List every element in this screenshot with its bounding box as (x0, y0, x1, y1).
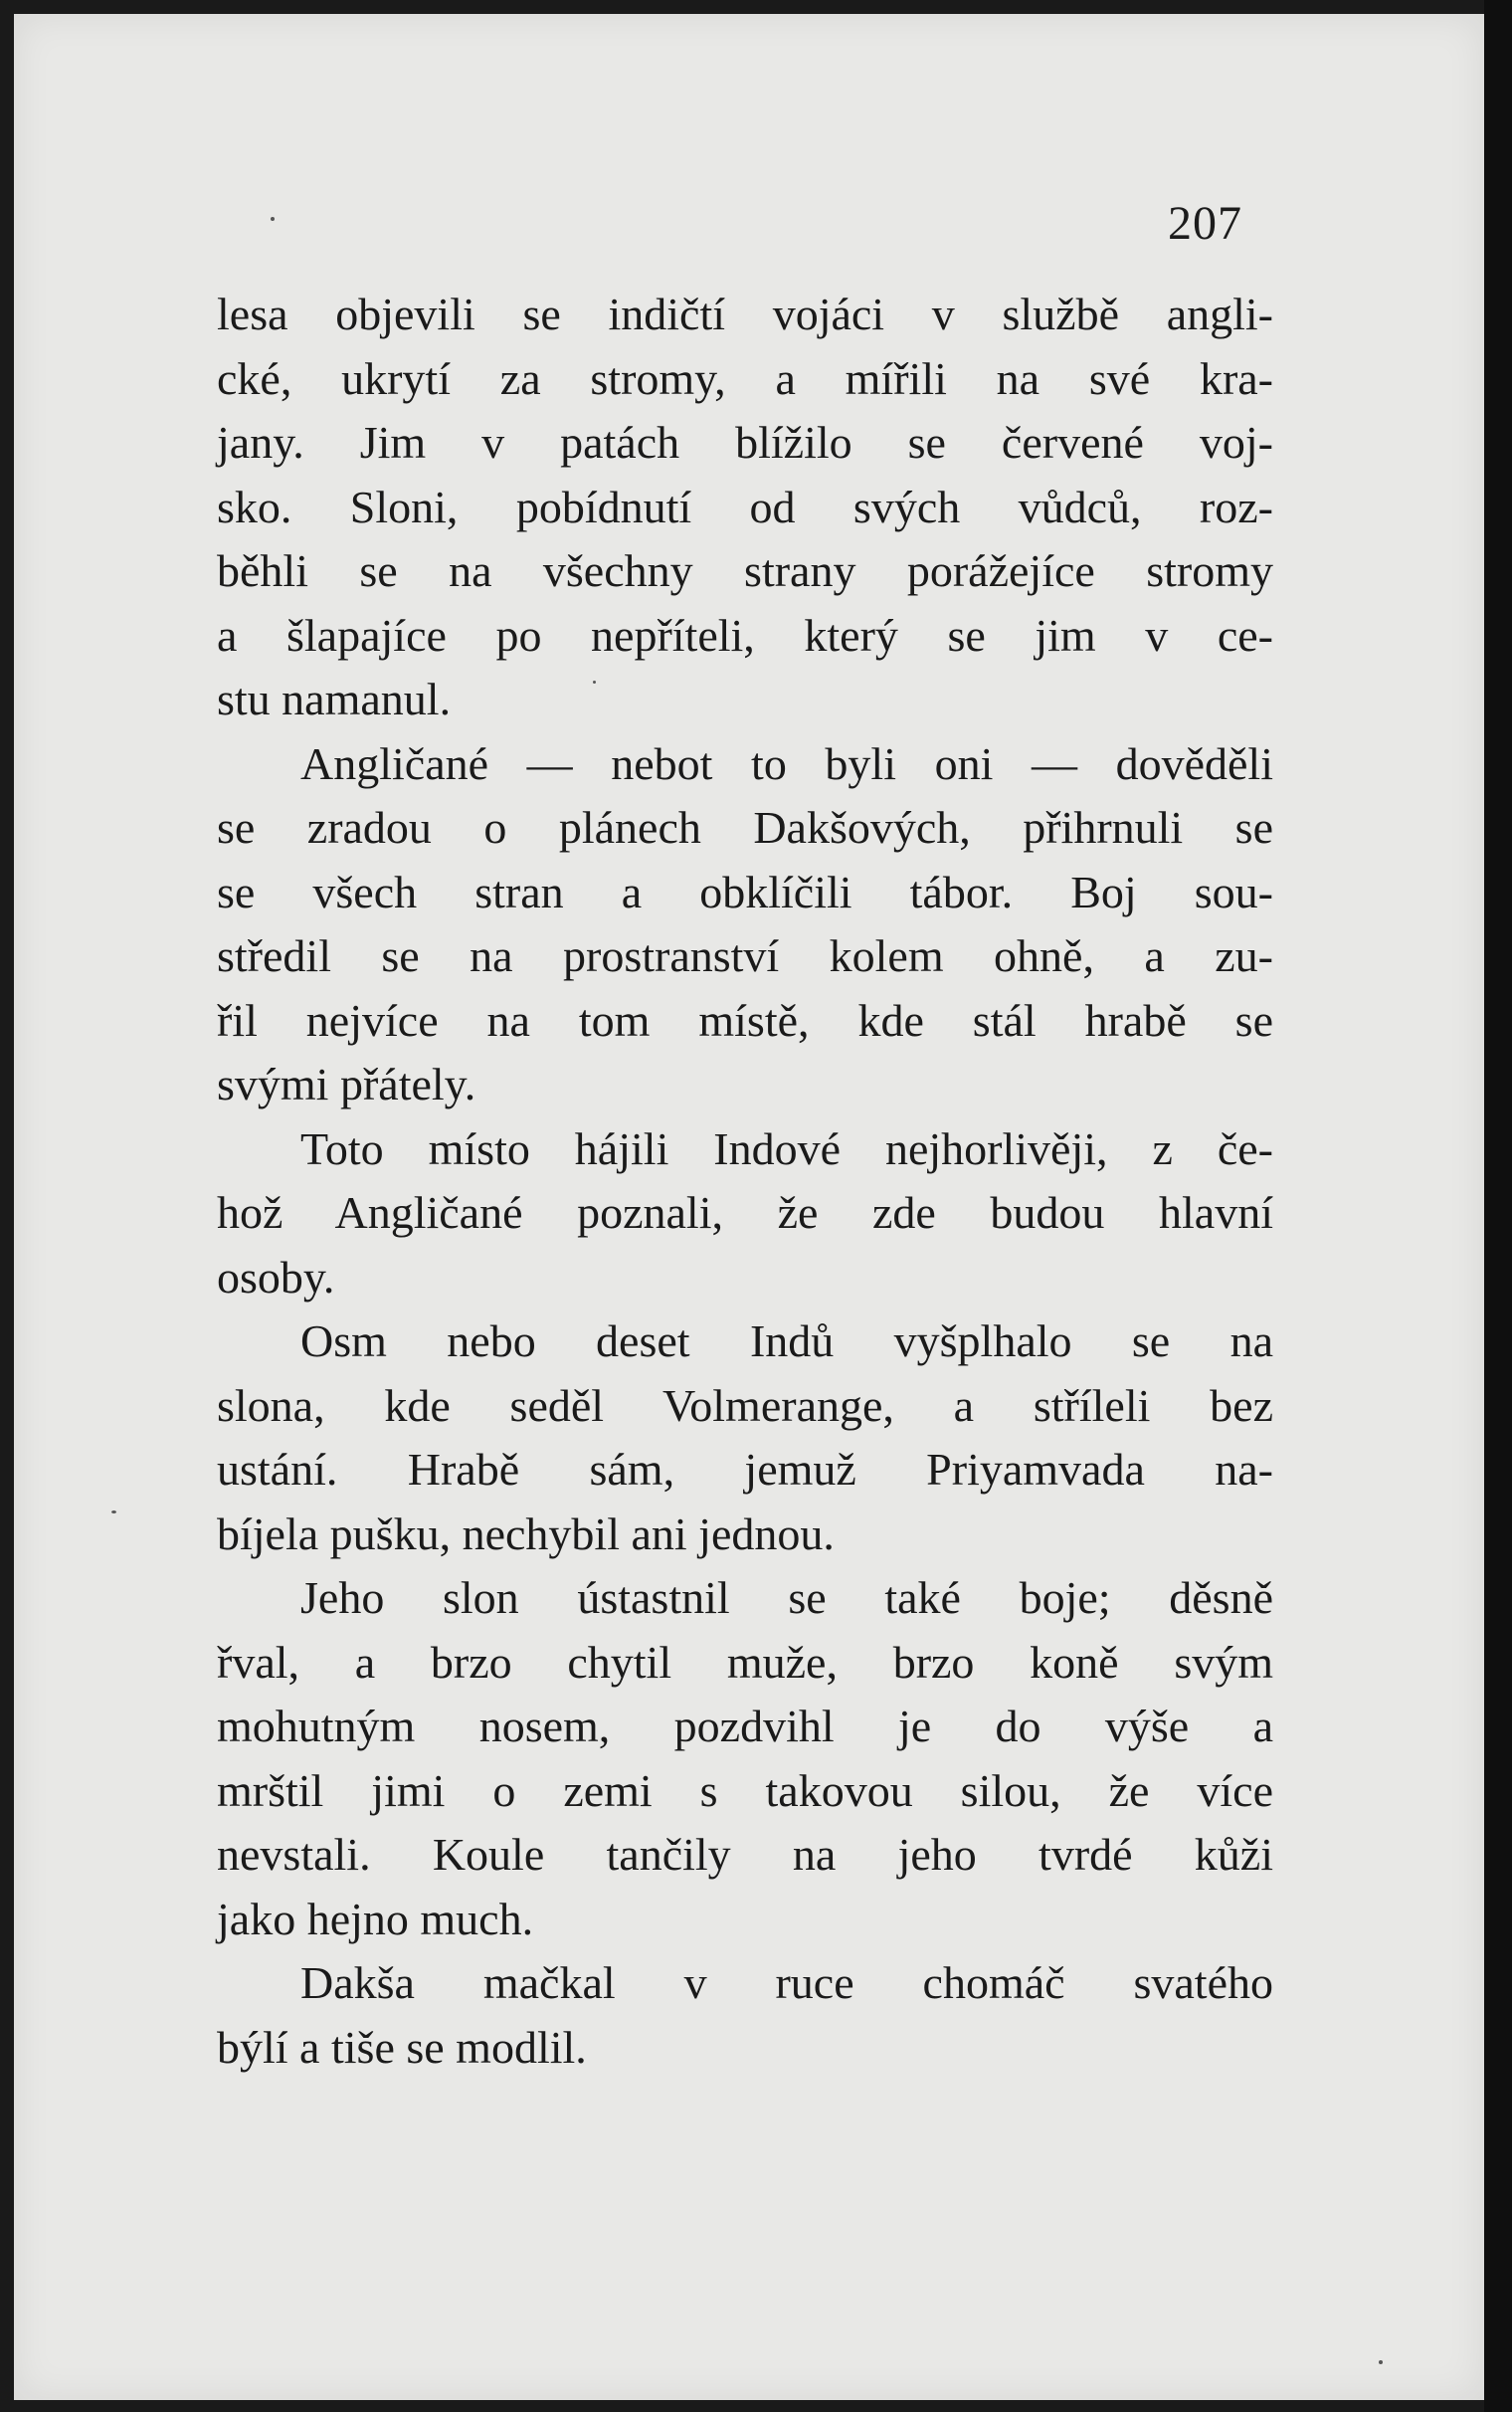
text-line: stu namanul. (217, 674, 452, 724)
text-line: nevstali. Koule tančily na jeho tvrdé kůži (217, 1829, 1273, 1880)
text-line: osoby. (217, 1251, 335, 1303)
paragraph-start-line: Toto místo hájili Indové nejhorlivěji, z če- (300, 1122, 1273, 1174)
text-line: jako hejno much. (217, 1893, 534, 1944)
text-line: se zradou o plánech Dakšových, přihrnuli se (217, 802, 1273, 853)
paper-speck (593, 681, 596, 684)
text-line: býlí a tiše se modlil. (217, 2021, 587, 2073)
paper-speck (111, 1510, 116, 1513)
paragraph-start-line: Osm nebo deset Indů vyšplhalo se na (300, 1315, 1273, 1366)
page-number: 207 (1168, 197, 1242, 250)
book-page (14, 14, 1484, 2400)
text-line: se všech stran a obklíčili tábor. Boj sou- (217, 866, 1273, 917)
paper-speck (1379, 2360, 1383, 2364)
text-line: mrštil jimi o zemi s takovou silou, že více (217, 1764, 1273, 1816)
text-line: sko. Sloni, pobídnutí od svých vůdců, roz- (217, 481, 1273, 532)
text-line: a šlapajíce po nepříteli, který se jim v ce- (217, 609, 1273, 661)
text-line: běhli se na všechny strany porážejíce stromy (217, 545, 1273, 596)
text-line: řil nejvíce na tom místě, kde stál hrabě se (217, 994, 1273, 1046)
text-line: bíjela pušku, nechybil ani jednou. (217, 1508, 835, 1559)
text-line: slona, kde seděl Volmerange, a stříleli bez (217, 1379, 1273, 1431)
text-line: jany. Jim v patách blížilo se červené voj- (217, 417, 1273, 468)
paragraph-start-line: Angličané — nebot to byli oni — dověděli (300, 737, 1273, 789)
paragraph-start-line: Dakša mačkal v ruce chomáč svatého (300, 1957, 1273, 2008)
body-text (217, 283, 1273, 2080)
text-line: středil se na prostranství kolem ohně, a zu- (217, 930, 1273, 981)
paragraph-start-line: Jeho slon ústastnil se také boje; děsně (300, 1572, 1273, 1623)
text-line: lesa objevili se indičtí vojáci v službě angli- (217, 289, 1273, 339)
text-line: řval, a brzo chytil muže, brzo koně svým (217, 1636, 1273, 1688)
text-line: svými přátely. (217, 1059, 476, 1109)
paper-speck (271, 217, 275, 221)
text-line: cké, ukrytí za stromy, a mířili na své kra- (217, 352, 1273, 404)
text-line: hož Angličané poznali, že zde budou hlavní (217, 1187, 1273, 1238)
scan-edge (1484, 0, 1512, 2412)
text-line: mohutným nosem, pozdvihl je do výše a (217, 1701, 1273, 1751)
text-line: ustání. Hrabě sám, jemuž Priyamvada na- (217, 1444, 1273, 1495)
